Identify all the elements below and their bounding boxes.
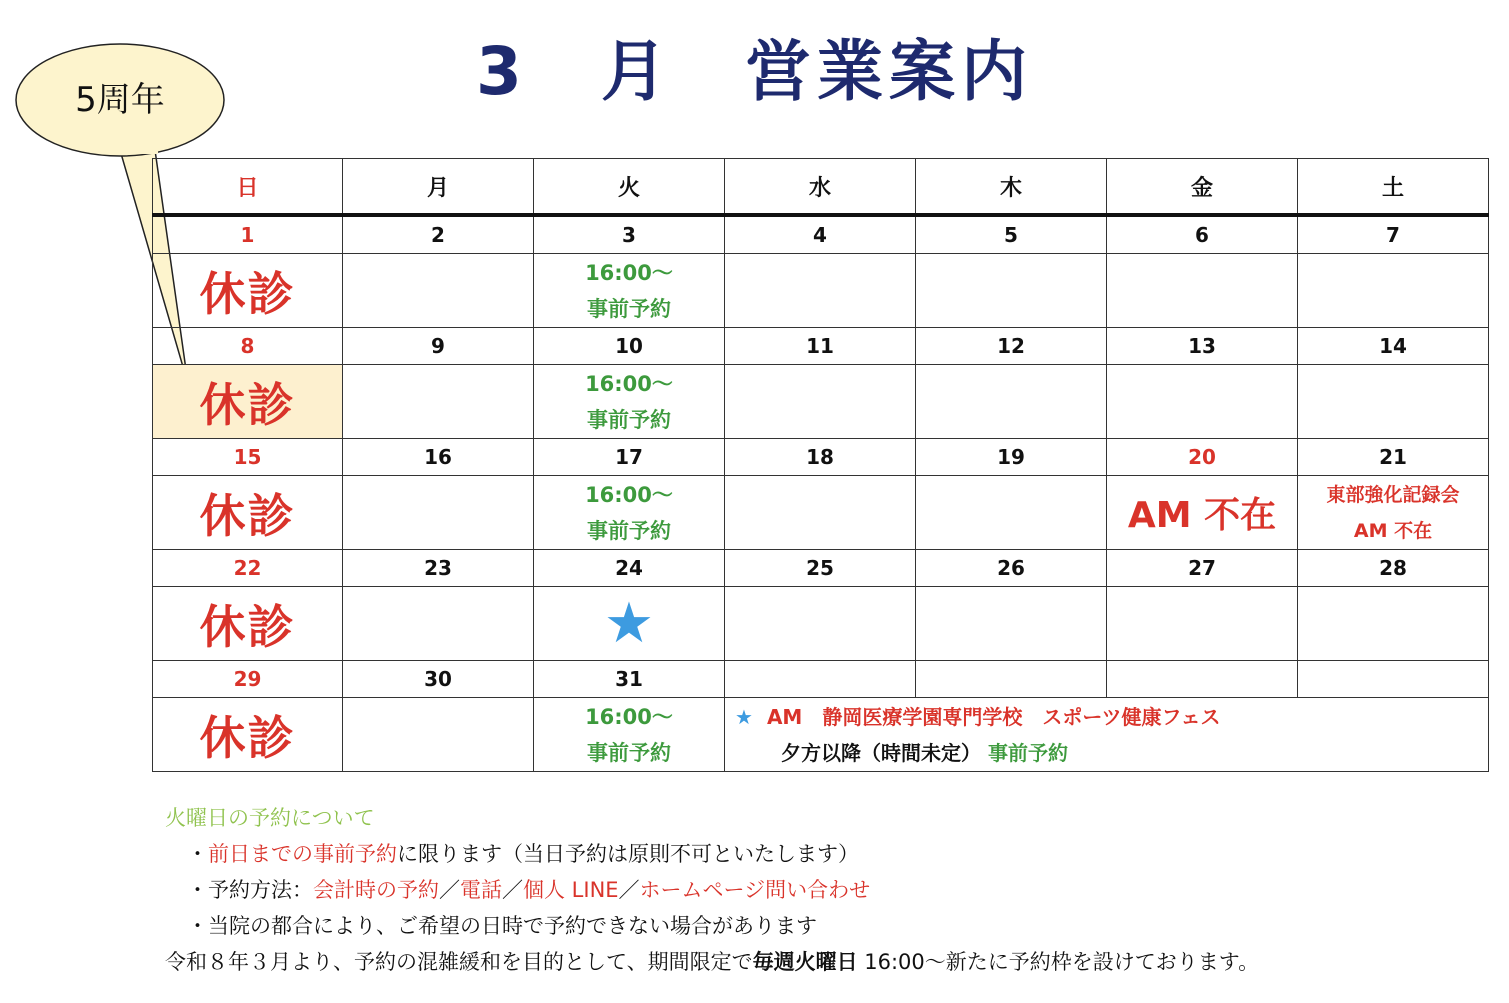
info-every-tuesday: 毎週火曜日 [752, 950, 858, 974]
empty-cell [1107, 587, 1298, 661]
pre-booking-label: 事前予約 [587, 518, 671, 543]
empty-cell [725, 587, 916, 661]
empty-cell [916, 365, 1107, 439]
closed-label: 休診 [199, 599, 296, 654]
weekday-wed: 水 [725, 159, 916, 216]
date-cell: 23 [343, 550, 534, 587]
pre-booking-label: 事前予約 [587, 740, 671, 765]
date-cell: 4 [725, 215, 916, 254]
date-cell [725, 661, 916, 698]
date-cell: 15 [153, 439, 343, 476]
date-cell-holiday: 20 [1107, 439, 1298, 476]
date-cell [1107, 661, 1298, 698]
empty-cell [343, 365, 534, 439]
closed-cell [153, 587, 343, 661]
note-line-1 [735, 699, 1488, 735]
empty-cell [725, 365, 916, 439]
date-cell: 30 [343, 661, 534, 698]
method-website: ホームページ問い合わせ [639, 878, 871, 902]
method-phone: 電話 [460, 878, 502, 902]
note-line-2 [735, 735, 1488, 771]
closed-cell [153, 254, 343, 328]
star-cell [534, 587, 725, 661]
note-event-text: AM 静岡医療学園専門学校 スポーツ健康フェス [766, 704, 1221, 729]
star-icon: ★ [603, 590, 655, 656]
date-cell: 5 [916, 215, 1107, 254]
pre-booking-time: 16:00〜 [585, 704, 673, 729]
date-cell: 7 [1298, 215, 1489, 254]
info-highlight: 前日までの事前予約 [208, 842, 397, 866]
week-3-dates [153, 439, 1489, 476]
date-cell: 17 [534, 439, 725, 476]
info-bullet-3: ・当院の都合により、ご希望の日時で予約できない場合があります [187, 914, 817, 938]
tuesday-booking-info [165, 800, 1495, 980]
week-5-dates [153, 661, 1489, 698]
date-cell: 8 [153, 328, 343, 365]
empty-cell [1107, 365, 1298, 439]
pre-booking-time: 16:00〜 [585, 260, 673, 285]
date-cell [1298, 661, 1489, 698]
date-cell: 13 [1107, 328, 1298, 365]
date-cell: 3 [534, 215, 725, 254]
pre-booking-time: 16:00〜 [585, 482, 673, 507]
am-away-cell [1107, 476, 1298, 550]
closed-cell [153, 698, 343, 772]
empty-cell [343, 587, 534, 661]
anniversary-text: 5周年 [75, 80, 165, 120]
event-label: 東部強化記録会 [1326, 483, 1460, 506]
week-1-dates [153, 215, 1489, 254]
closed-label: 休診 [199, 710, 296, 765]
date-cell: 25 [725, 550, 916, 587]
empty-cell [725, 254, 916, 328]
date-cell: 18 [725, 439, 916, 476]
date-cell: 29 [153, 661, 343, 698]
week-2-content [153, 365, 1489, 439]
pre-booking-cell [534, 254, 725, 328]
empty-cell [343, 698, 534, 772]
date-cell: 6 [1107, 215, 1298, 254]
pre-booking-cell [534, 698, 725, 772]
date-cell: 24 [534, 550, 725, 587]
week-4-dates [153, 550, 1489, 587]
weekday-header-row [153, 159, 1489, 216]
date-cell: 22 [153, 550, 343, 587]
date-cell: 10 [534, 328, 725, 365]
empty-cell [343, 254, 534, 328]
empty-cell [1298, 587, 1489, 661]
pre-booking-cell [534, 476, 725, 550]
empty-cell [725, 476, 916, 550]
week-2-dates [153, 328, 1489, 365]
week-1-content [153, 254, 1489, 328]
weekday-mon: 月 [343, 159, 534, 216]
am-away-label: AM 不在 [1127, 495, 1277, 536]
date-cell: 12 [916, 328, 1107, 365]
closed-label: 休診 [199, 488, 296, 543]
date-cell: 1 [153, 215, 343, 254]
empty-cell [916, 476, 1107, 550]
weekday-sun: 日 [153, 159, 343, 216]
weekday-sat: 土 [1298, 159, 1489, 216]
info-bullet-2: ・予約方法：会計時の予約／電話／個人 LINE／ホームページ問い合わせ [187, 878, 871, 902]
empty-cell [1107, 254, 1298, 328]
date-cell: 14 [1298, 328, 1489, 365]
pre-booking-time: 16:00〜 [585, 371, 673, 396]
star-event-note [725, 698, 1489, 772]
note-pre-booking: 事前予約 [987, 740, 1068, 765]
pre-booking-label: 事前予約 [587, 296, 671, 321]
pre-booking-label: 事前予約 [587, 407, 671, 432]
star-icon: ★ [735, 704, 753, 729]
info-heading: 火曜日の予約について [165, 806, 375, 830]
date-cell: 11 [725, 328, 916, 365]
note-time-text: 夕方以降（時間未定） [781, 740, 981, 765]
info-announcement: 令和８年３月より、予約の混雑緩和を目的として、期間限定で毎週火曜日 16:00〜新たに予約枠を設けております。 [165, 950, 1260, 974]
method-checkout: 会計時の予約 [313, 878, 439, 902]
method-line: 個人 LINE [523, 878, 619, 902]
weekday-thu: 木 [916, 159, 1107, 216]
date-cell: 19 [916, 439, 1107, 476]
week-4-content [153, 587, 1489, 661]
date-cell [916, 661, 1107, 698]
date-cell: 9 [343, 328, 534, 365]
event-cell [1298, 476, 1489, 550]
date-cell: 27 [1107, 550, 1298, 587]
week-3-content [153, 476, 1489, 550]
empty-cell [1298, 254, 1489, 328]
event-am-away: AM 不在 [1353, 519, 1433, 542]
empty-cell [1298, 365, 1489, 439]
calendar-table [152, 158, 1489, 772]
date-cell: 26 [916, 550, 1107, 587]
date-cell: 28 [1298, 550, 1489, 587]
empty-cell [916, 587, 1107, 661]
date-cell: 31 [534, 661, 725, 698]
info-bullet-1: ・前日までの事前予約に限ります（当日予約は原則不可といたします） [187, 842, 859, 866]
date-cell: 2 [343, 215, 534, 254]
page-title: 3 月 営業案内 [476, 33, 1033, 110]
date-cell: 21 [1298, 439, 1489, 476]
weekday-tue: 火 [534, 159, 725, 216]
weekday-fri: 金 [1107, 159, 1298, 216]
empty-cell [916, 254, 1107, 328]
closed-label: 休診 [199, 266, 296, 321]
closed-cell [153, 476, 343, 550]
empty-cell [343, 476, 534, 550]
date-cell: 16 [343, 439, 534, 476]
pre-booking-cell [534, 365, 725, 439]
closed-label: 休診 [199, 377, 296, 432]
week-5-content [153, 698, 1489, 772]
closed-cell-highlighted [153, 365, 343, 439]
